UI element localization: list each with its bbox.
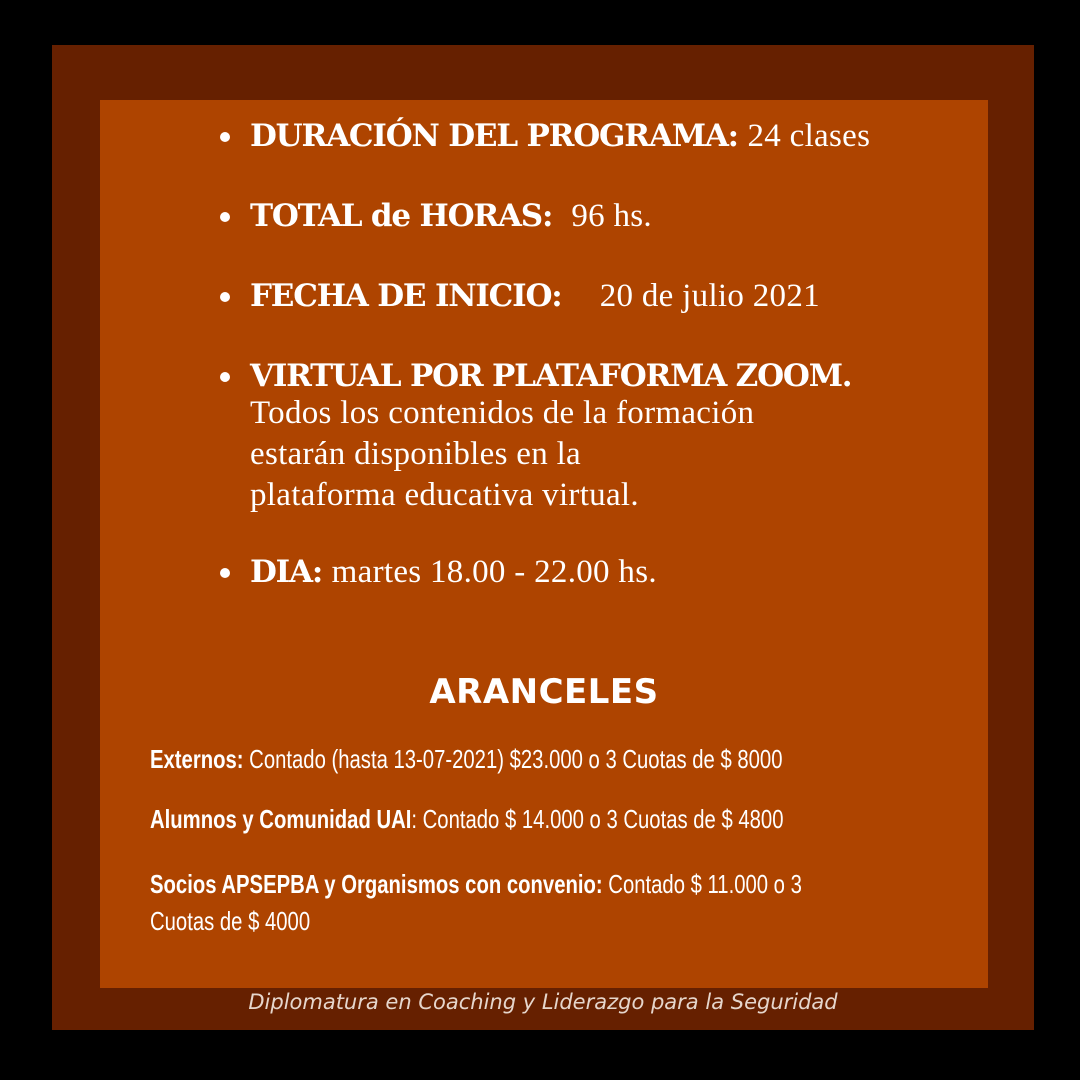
bullet-icon (220, 568, 230, 578)
fee-text: Contado $ 11.000 o 3 (608, 869, 802, 899)
duration-value: 24 clases (747, 118, 871, 154)
bullet-icon (220, 212, 230, 222)
fee-line-socios (150, 869, 802, 900)
fee-label: Alumnos y Comunidad UAI (150, 804, 412, 834)
total-hours-value: 96 hs. (571, 198, 652, 234)
list-item-virtual (220, 355, 960, 525)
bullet-icon (220, 132, 230, 142)
virtual-description (250, 393, 754, 516)
fee-line-alumnos (150, 804, 783, 835)
start-date-value: 20 de julio 2021 (599, 278, 820, 314)
total-hours-label: TOTAL de HORAS: (250, 198, 553, 234)
virtual-label: VIRTUAL POR PLATAFORMA ZOOM. (250, 358, 852, 394)
fee-line-socios-continuation: Cuotas de $ 4000 (150, 906, 311, 936)
bullet-icon (220, 372, 230, 382)
fee-text: : Contado $ 14.000 o 3 Cuotas de $ 4800 (411, 804, 784, 834)
virtual-description-line: plataforma educativa virtual. (250, 477, 639, 513)
fee-text: Contado (hasta 13-07-2021) $23.000 o 3 Cuotas de $ 8000 (249, 744, 783, 774)
day-value: martes 18.00 - 22.00 hs. (331, 554, 657, 590)
fee-label: Socios APSEPBA y Organismos con convenio: (150, 869, 603, 899)
fee-line-externos (150, 744, 782, 775)
fee-label: Externos: (150, 744, 244, 774)
fees-heading: ARANCELES (429, 672, 659, 712)
footer-caption: Diplomatura en Coaching y Liderazgo para la Seguridad (248, 990, 838, 1014)
day-label: DIA: (250, 554, 323, 590)
bullet-icon (220, 292, 230, 302)
virtual-description-line: estarán disponibles en la (250, 436, 581, 472)
virtual-description-line: Todos los contenidos de la formación (250, 395, 755, 431)
duration-label: DURACIÓN DEL PROGRAMA: (250, 118, 738, 154)
start-date-label: FECHA DE INICIO: (250, 278, 562, 314)
